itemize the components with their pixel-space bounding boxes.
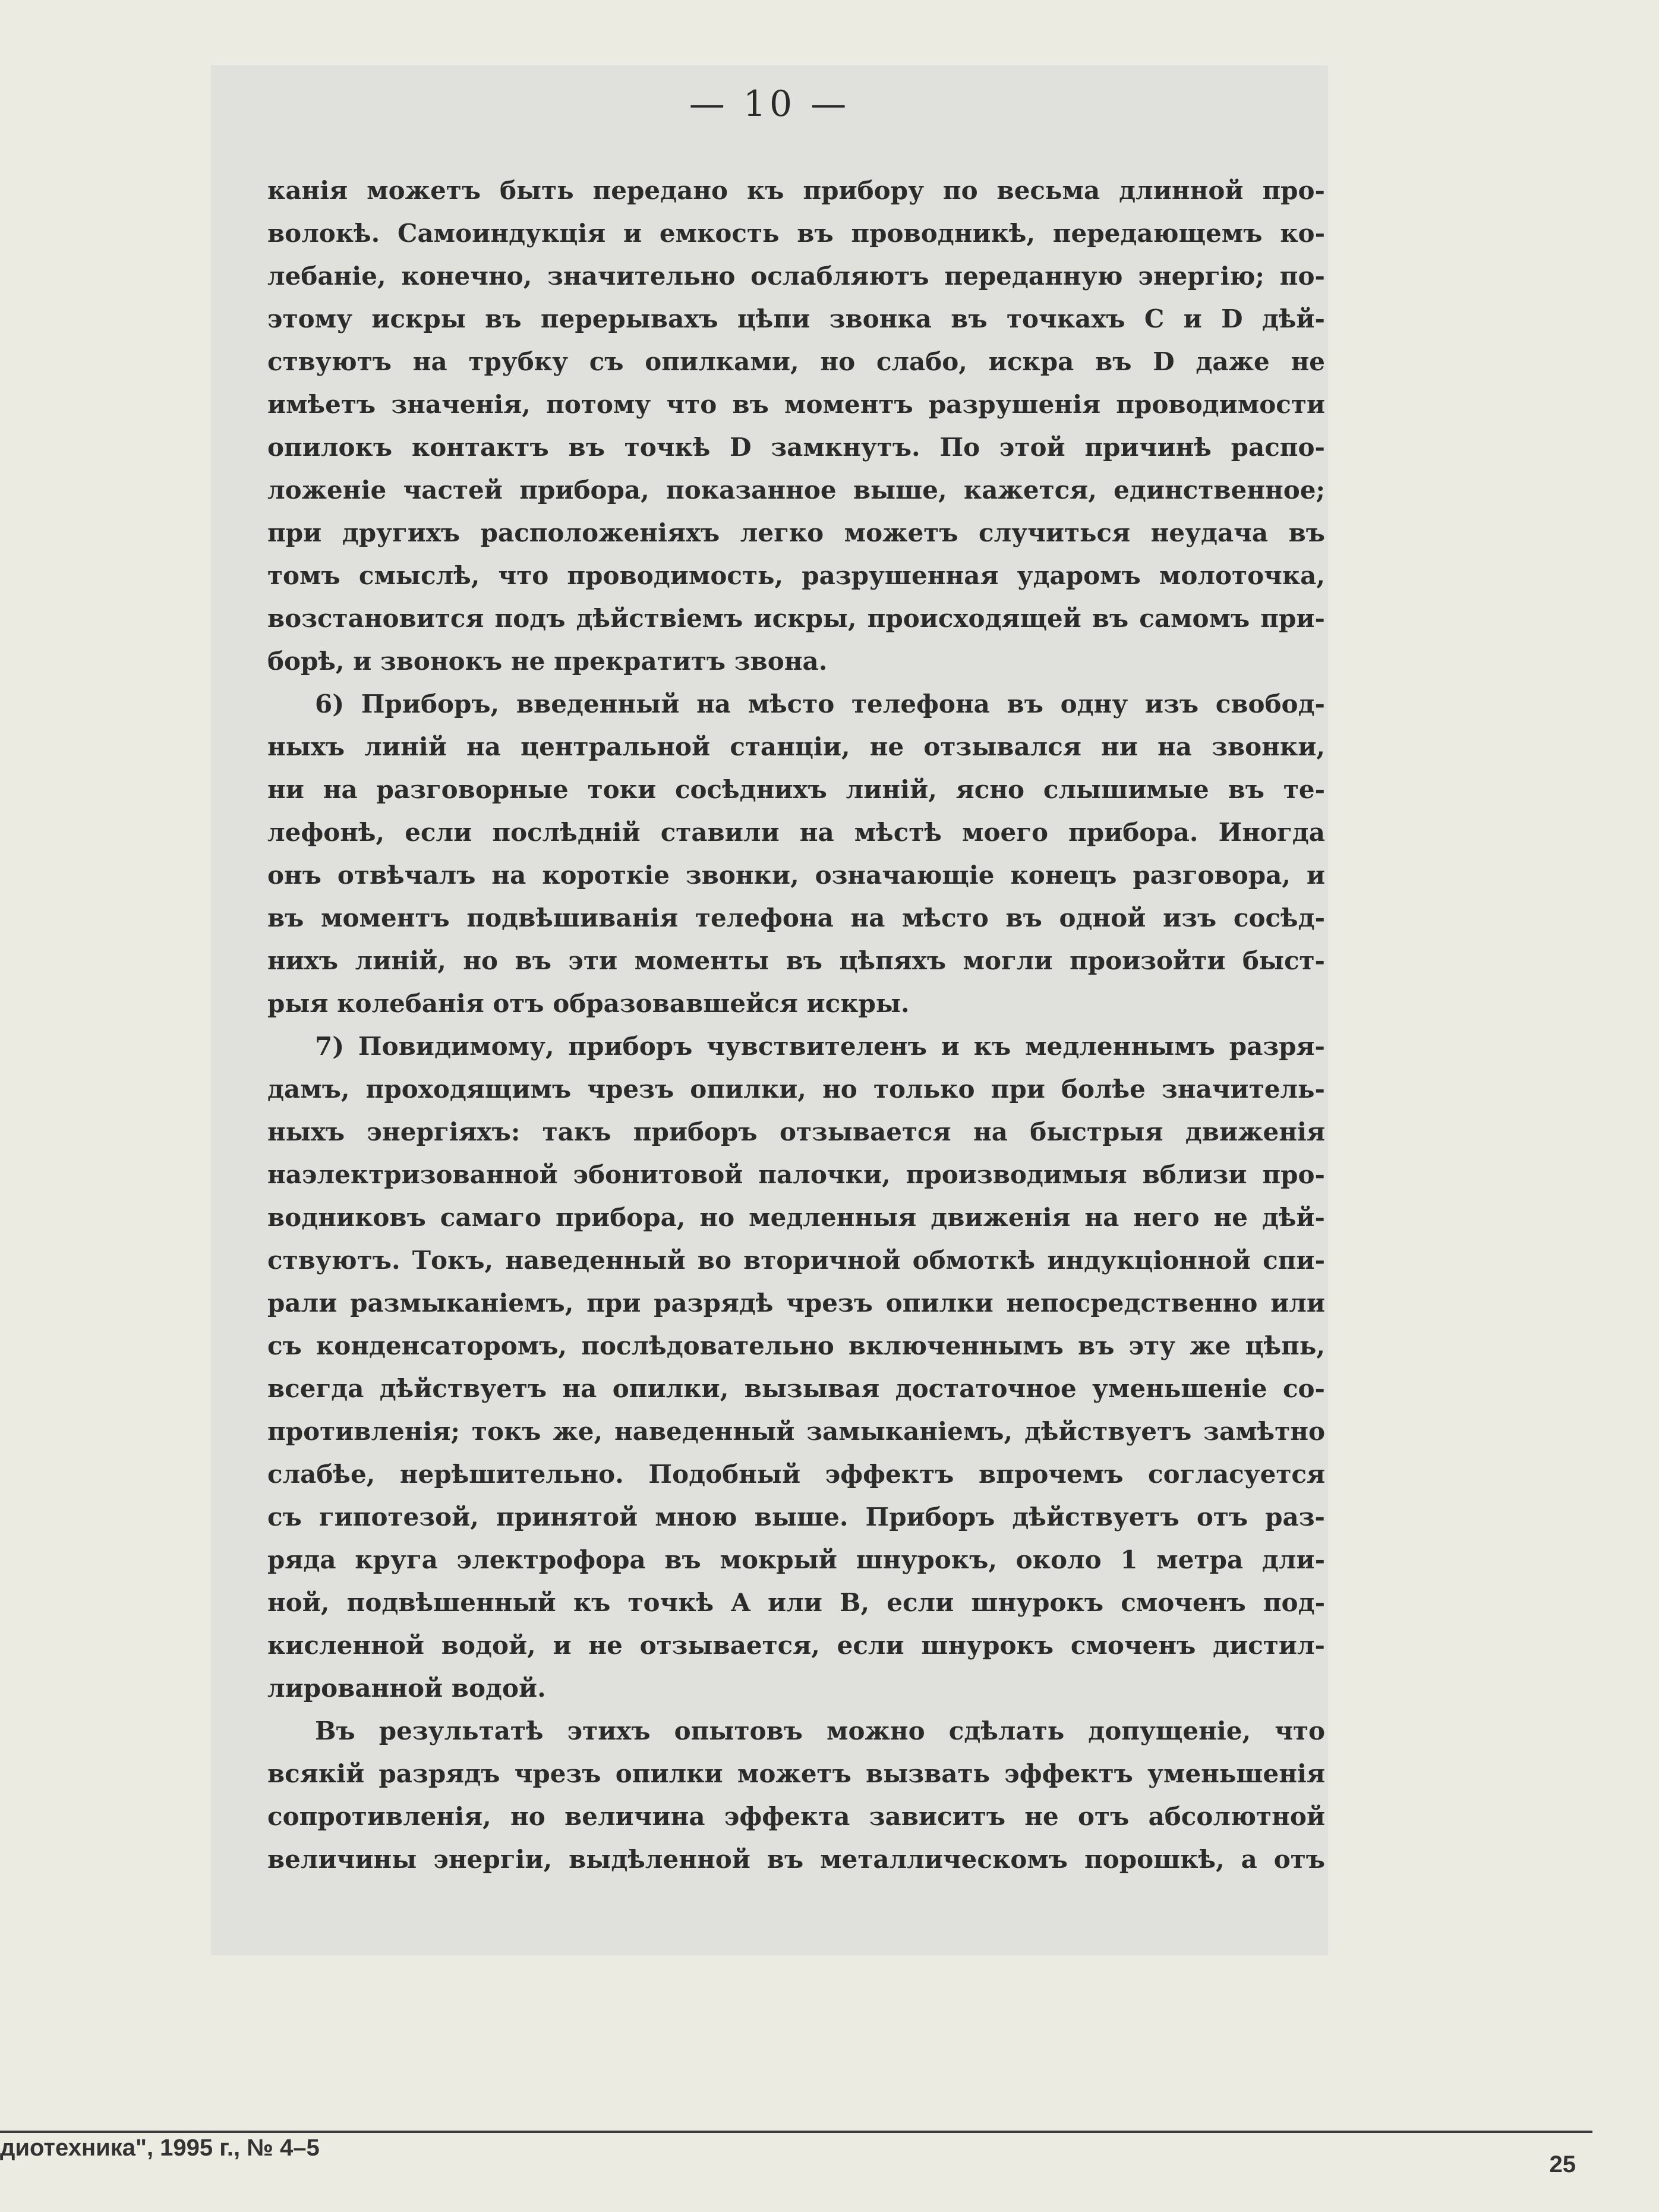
text-line: въ моментъ подвѣшиванія телефона на мѣсто въ одной изъ сосѣд- — [267, 903, 1325, 932]
text-line: ствуютъ на трубку съ опилками, но слабо, искра въ D даже не — [267, 347, 1325, 376]
paragraph-continuation — [267, 169, 1325, 683]
body-text — [267, 169, 1325, 1881]
text-line: лебаніе, конечно, значительно ослабляютъ переданную энергію; по- — [267, 261, 1325, 291]
text-line: слабѣе, нерѣшительно. Подобный эффектъ впрочемъ согласуется — [267, 1460, 1325, 1489]
text-line: ной, подвѣшенный къ точкѣ A или B, если шнурокъ смоченъ под- — [267, 1588, 1325, 1617]
text-line: опилокъ контактъ въ точкѣ D замкнутъ. По этой причинѣ распо- — [267, 433, 1325, 462]
text-line: ряда круга электрофора въ мокрый шнурокъ, около 1 метра дли- — [267, 1545, 1325, 1574]
text-line: имѣетъ значенія, потому что въ моментъ разрушенія проводимости — [267, 390, 1325, 419]
text-line: всегда дѣйствуетъ на опилки, вызывая достаточное уменьшеніе со- — [267, 1374, 1325, 1403]
text-line: ни на разговорные токи сосѣднихъ линій, ясно слышимые въ те- — [267, 775, 1325, 804]
text-line: борѣ, и звонокъ не прекратитъ звона. — [267, 647, 828, 676]
text-line: ствуютъ. Токъ, наведенный во вторичной обмоткѣ индукціонной спи- — [267, 1246, 1325, 1275]
text-line: водниковъ самаго прибора, но медленныя движенія на него не дѣй- — [267, 1203, 1325, 1232]
text-line: съ конденсаторомъ, послѣдовательно включеннымъ въ эту же цѣпь, — [267, 1331, 1325, 1360]
text-line: Въ результатѣ этихъ опытовъ можно сдѣлать допущеніе, что — [315, 1716, 1325, 1745]
text-line: дамъ, проходящимъ чрезъ опилки, но только при болѣе значитель- — [267, 1075, 1325, 1104]
text-line: нихъ линій, но въ эти моменты въ цѣпяхъ могли произойти быст- — [267, 946, 1325, 975]
text-line: съ гипотезой, принятой мною выше. Приборъ дѣйствуетъ отъ раз- — [267, 1502, 1325, 1532]
text-line: ложеніе частей прибора, показанное выше, кажется, единственное; — [267, 475, 1325, 505]
footer-journal-title: диотехника", 1995 г., № 4–5 — [0, 2135, 320, 2161]
text-line: кисленной водой, и не отзывается, если шнурокъ смоченъ дистил- — [267, 1631, 1325, 1660]
text-line: ныхъ линій на центральной станціи, не отзывался ни на звонки, — [267, 732, 1325, 761]
text-line: величины энергіи, выдѣленной въ металлическомъ порошкѣ, а отъ — [267, 1845, 1325, 1874]
paragraph-conclusion — [267, 1710, 1325, 1881]
text-line: 7) Повидимому, приборъ чувствителенъ и къ медленнымъ разря- — [315, 1032, 1325, 1061]
text-line: ныхъ энергіяхъ: такъ приборъ отзывается на быстрыя движенія — [267, 1117, 1325, 1146]
text-line: наэлектризованной эбонитовой палочки, производимыя вблизи про- — [267, 1160, 1325, 1189]
text-line: канія можетъ быть передано къ прибору по весьма длинной про- — [267, 176, 1325, 205]
text-line: онъ отвѣчалъ на короткіе звонки, означающіе конецъ разговора, и — [267, 861, 1325, 890]
text-line: волокѣ. Самоиндукція и емкость въ проводникѣ, передающемъ ко- — [267, 219, 1325, 248]
text-line: лированной водой. — [267, 1674, 546, 1703]
text-line: рыя колебанія отъ образовавшейся искры. — [267, 989, 910, 1018]
text-line: возстановится подъ дѣйствіемъ искры, происходящей въ самомъ при- — [267, 604, 1325, 633]
text-line: лефонѣ, если послѣдній ставили на мѣстѣ моего прибора. Иногда — [267, 818, 1325, 847]
text-line: противленія; токъ же, наведенный замыканіемъ, дѣйствуетъ замѣтно — [267, 1417, 1325, 1446]
paragraph-7 — [267, 1025, 1325, 1710]
text-line: при другихъ расположеніяхъ легко можетъ случиться неудача въ — [267, 518, 1325, 547]
text-line: 6) Приборъ, введенный на мѣсто телефона въ одну изъ свобод- — [315, 689, 1325, 719]
text-line: сопротивленія, но величина эффекта зависитъ не отъ абсолютной — [267, 1802, 1325, 1831]
footer-rule — [0, 2131, 1592, 2133]
paragraph-6 — [267, 683, 1325, 1025]
footer-page-number: 25 — [1549, 2151, 1576, 2178]
text-line: всякій разрядъ чрезъ опилки можетъ вызвать эффектъ уменьшенія — [267, 1759, 1325, 1788]
text-line: этому искры въ перерывахъ цѣпи звонка въ точкахъ C и D дѣй- — [267, 304, 1325, 333]
text-line: томъ смыслѣ, что проводимость, разрушенная ударомъ молоточка, — [267, 561, 1325, 590]
text-line: рали размыканіемъ, при разрядѣ чрезъ опилки непосредственно или — [267, 1288, 1325, 1318]
page-number: — 10 — — [689, 83, 850, 125]
